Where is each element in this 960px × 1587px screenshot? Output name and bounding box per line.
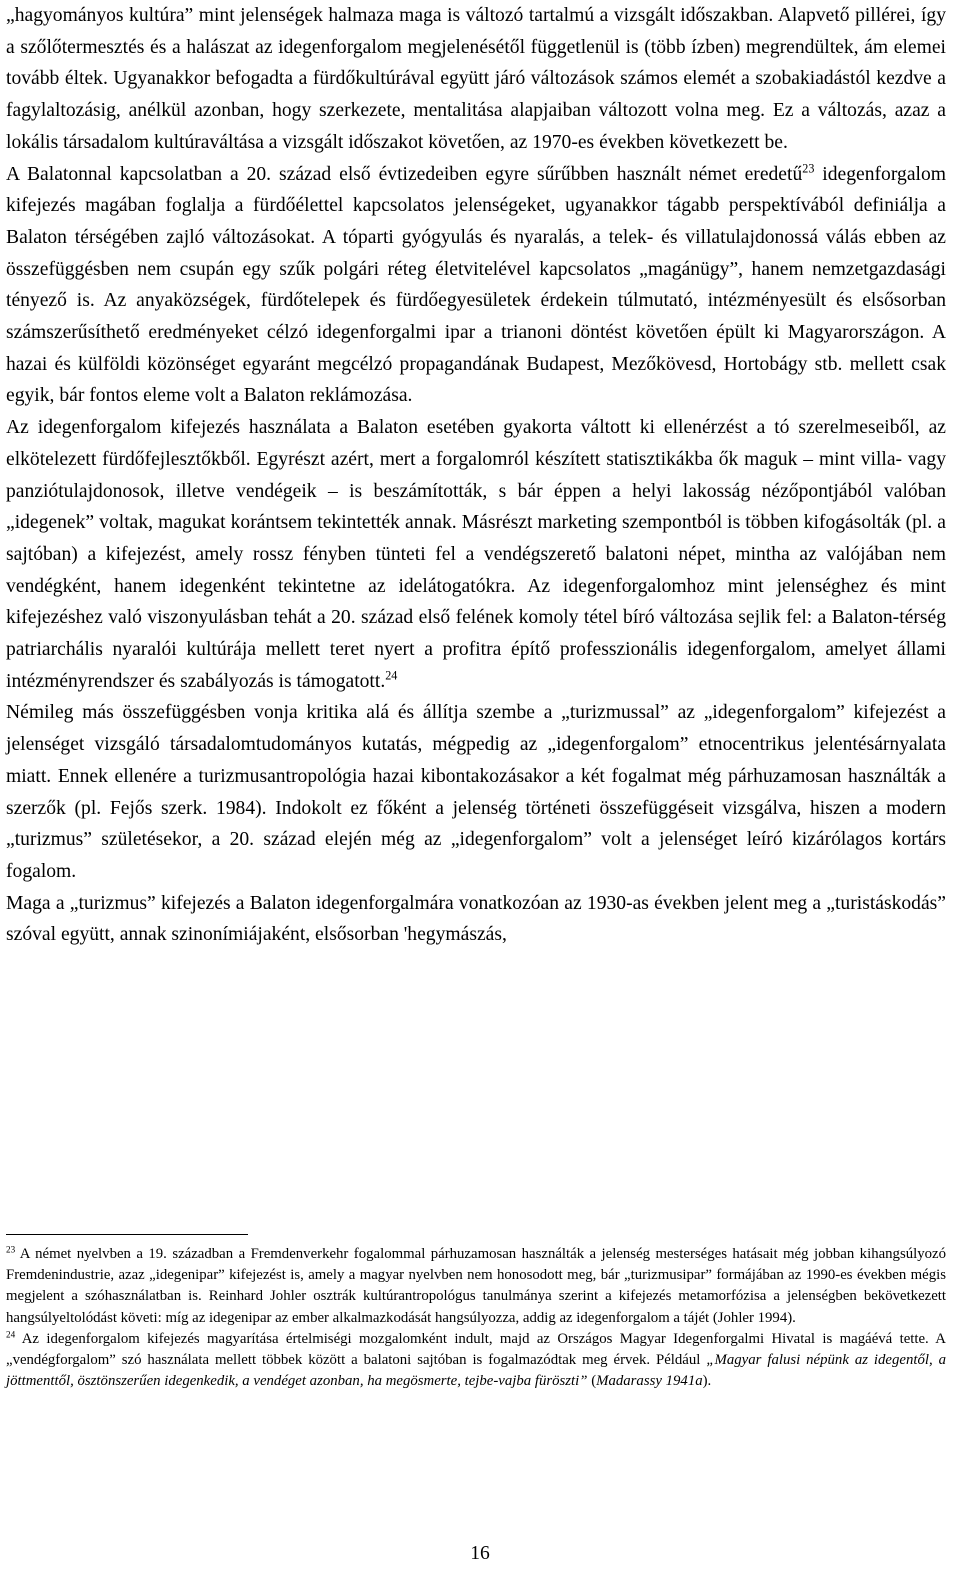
footnote-text: A német nyelvben a 19. században a Fremdenverkehr fogalommal párhuzamosan használták a jelenség mesterséges hatásait még jobban kihangsúlyozó Fremdenindustrie, azaz „idegenipar” kifejezést is, amely a magyar nyelvben nem honosodott meg, bár „turizmusipar” formájában az 1990-es években mégis megjelent a szóhasználatban is. Reinhard Johler osztrák kultúrantropológus tanulmánya szerint a kifejezés metamorfózisa a jelenségben bekövetkezett hangsúlyeltolódást követi: míg az idegenipar az ember alkalmazkodását hangsúlyozza, addig az idegenforgalom a tájét (Johler 1994). [6,1246,946,1326]
paragraph-3-text: Az idegenforgalom kifejezés használata a Balaton esetében gyakorta váltott ki ellenérzést a tó szerelmeseiből, az elkötelezett fürdőfejlesztőkből. Egyrészt azért, mert a forgalomról készített statisztikákba ők maguk – mint villa- vagy panziótulajdonosok, illetve vendégeik – is beszámították, s bár éppen a helyi lakosság nézőpontjából valóban „idegenek” voltak, magukat korántsem tekintették annak. Másrészt marketing szempontból is többen kifogásolták (pl. a sajtóban) a kifejezést, amely rossz fényben tünteti fel a vendégszerető balatoni népet, mintha az valójában nem vendégként, hanem idegenként tekintetne az idelátogatókra. Az idegenforgalomhoz mint jelenséghez és mint kifejezéshez való viszonyulásban tehát a 20. század első felének komoly tétel bíró változása sejlik fel: a Balaton-térség patriarchális nyaralói kultúrája mellett teret nyert a profitra építő professzionális idegenforgalom, amelyet állami intézményrendszer és szabályozás is támogatott. [6,417,946,692]
footnote-ref-24[interactable]: 24 [385,668,398,683]
footnote-number: 23 [6,1244,16,1255]
page-number: 16 [470,1543,490,1564]
main-text [6,0,946,951]
paragraph-2-text-b: idegenforgalom kifejezés magában foglalja a fürdőélettel kapcsolatos jelenségeket, ugyanakkor tágabb perspektívából definiálja a Balaton térségében zajló változásokat. A tóparti gyógyulás és nyaralás, a telek- és villatulajdonossá válás ebben az összefüggésben nem csupán egy szűk polgári réteg életvitelével kapcsolatos „magánügy”, hanem nemzetgazdasági tényező is. Az anyaközségek, fürdőtelepek és fürdőegyesületek érdekein túlmutató, intézményesült és elsősorban számszerűsíthető eredményeket célzó idegenforgalmi ipar a trianoni döntést követően épült ki Magyarországon. A hazai és külföldi közönséget egyaránt megcélzó propagandának Budapest, Mezőkövesd, Hortobágy stb. mellett csak egyik, bár fontos eleme volt a Balaton reklámozása. [6,163,947,407]
paragraph-5: Maga a „turizmus” kifejezés a Balaton idegenforgalmára vonatkozóan az 1930-as években jelent meg a „turistáskodás” szóval együtt, annak szinonímiájaként, elsősorban 'hegymászás, [6,892,946,946]
footnote-citation: Madarassy 1941a [596,1373,703,1390]
paragraph-2 [6,159,946,413]
footnote-23 [6,1244,946,1329]
footnotes [6,1244,946,1392]
footnote-text: Az idegenforgalom kifejezés magyarítása értelmiségi mozgalomként indult, majd az Országos Magyar Idegenforgalmi Hivatal is magáévá tette. A „vendégforgalom” szó használata mellett többek között a balatoni sajtóban is fogalmazódtak meg érvek. Például [6,1330,946,1369]
paragraph-1: „hagyományos kultúra” mint jelenségek halmaza maga is változó tartalmú a vizsgált időszakban. Alapvető pillérei, így a szőlőtermesztés és a halászat az idegenforgalom megjelenésétől függetlenül is (több ízben) megrendültek, ám elemei tovább éltek. Ugyanakkor befogadta a fürdőkultúrával együtt járó változások számos elemét a szobakiadástól kezdve a fagylaltozásig, anélkül azonban, hogy szerkezete, mentalitása alapjaiban változott volna meg. Ez a változás, azaz a lokális társadalom kultúraváltása a vizsgált időszakot követően, az 1970-es években következett be. [6,5,946,153]
footnote-number: 24 [6,1329,16,1340]
paragraph-4: Némileg más összefüggésben vonja kritika alá és állítja szembe a „turizmussal” az „idegenforgalom” kifejezést a jelenséget vizsgáló társadalomtudományos kutatás, mégpedig az „idegenforgalom” etnocentrikus jelentésárnyalata miatt. Ennek ellenére a turizmusantropológia hazai kibontakozásakor a két fogalmat még párhuzamosan használták a szerzők (pl. Fejős szerk. 1984). Indokolt ez főként a jelenség történeti összefüggéseit vizsgálva, hiszen a modern „turizmus” születésekor, a 20. század elején még az „idegenforgalom” volt a jelenséget leíró kizárólagos kortárs fogalom. [6,702,946,882]
footnote-text: ( [587,1373,597,1390]
footnote-separator [6,1234,248,1235]
footnote-text: ). [702,1373,712,1390]
paragraph-3 [6,412,946,697]
footnote-ref-23[interactable]: 23 [802,160,815,175]
footnote-24 [6,1329,946,1393]
footnote-quote: „Magyar falusi népünk az idegentől, a jöttmenttől, ösztönszerűen idegenkedik, a vendéget azonban, ha megösmerte, tejbe-vajba füröszti” [6,1352,946,1390]
paragraph-2-text-a: A Balatonnal kapcsolatban a 20. század első évtizedeiben egyre sűrűbben használt német eredetű [6,163,803,185]
